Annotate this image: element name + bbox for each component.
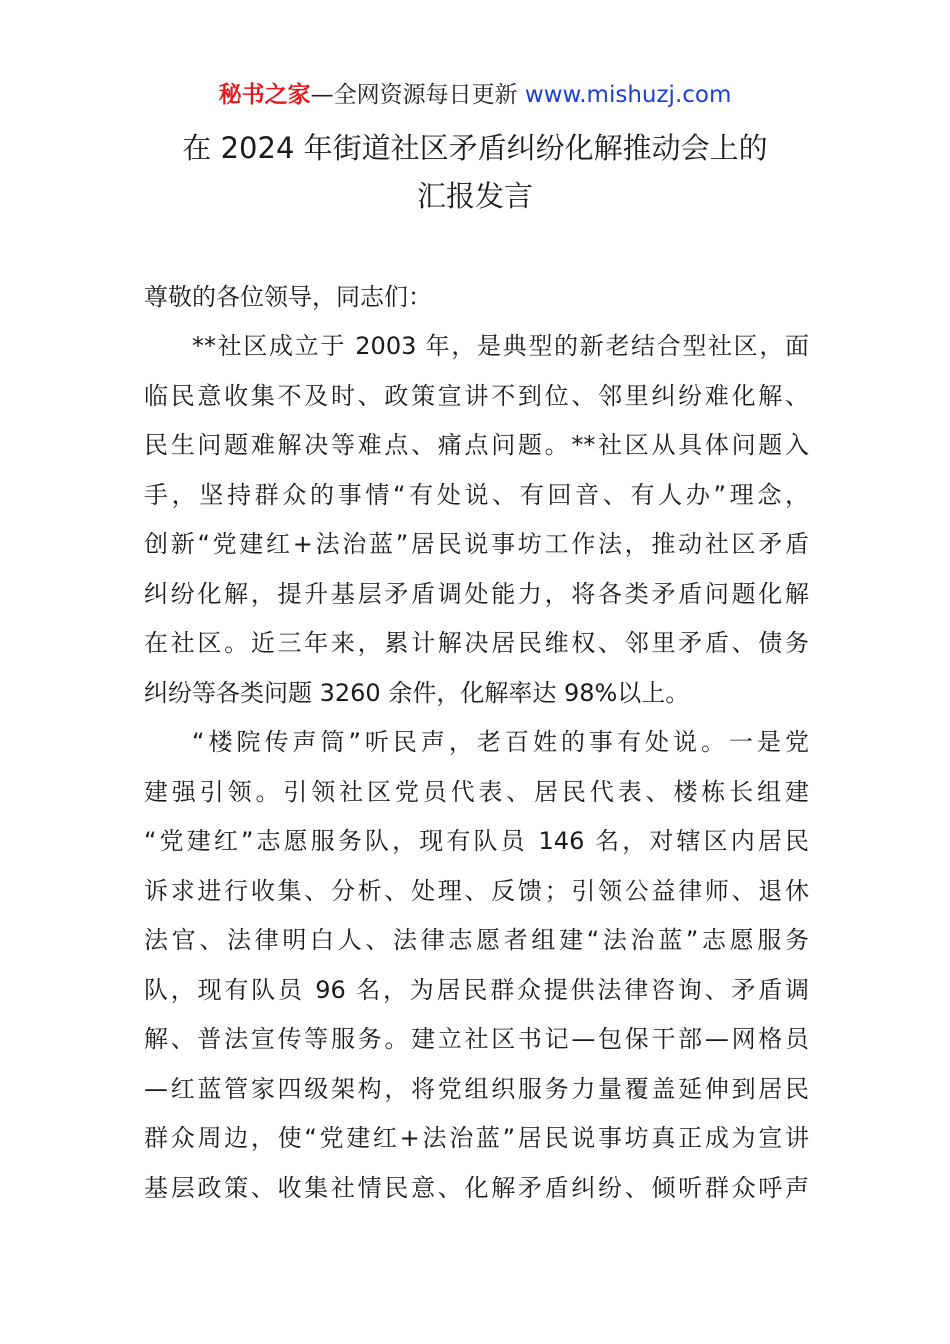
- body-line: 创新“党建红+法治蓝”居民说事坊工作法，推动社区矛盾: [144, 530, 809, 558]
- body-line: 基层政策、收集社情民意、化解矛盾纠纷、倾听群众呼声: [144, 1174, 809, 1202]
- header-tagline: —全网资源每日更新: [310, 82, 525, 108]
- body-line: 建强引领。引领社区党员代表、居民代表、楼栋长组建: [144, 778, 809, 806]
- body-line: 法官、法律明白人、法律志愿者组建“法治蓝”志愿服务: [144, 926, 809, 954]
- body-line: 临民意收集不及时、政策宣讲不到位、邻里纠纷难化解、: [144, 382, 809, 410]
- body-line: “楼院传声筒”听民声，老百姓的事有处说。一是党: [192, 728, 809, 756]
- body-line: 诉求进行收集、分析、处理、反馈；引领公益律师、退休: [144, 877, 809, 905]
- document-title-line-2: 汇报发言: [416, 179, 533, 213]
- site-url-link[interactable]: www.mishuzj.com: [524, 82, 732, 108]
- body-line: 纠纷等各类问题 3260 余件，化解率达 98%以上。: [144, 679, 690, 707]
- body-line: 解、普法宣传等服务。建立社区书记—包保干部—网格员: [144, 1025, 809, 1053]
- salutation: 尊敬的各位领导，同志们：: [144, 283, 432, 311]
- body-line: 在社区。近三年来，累计解决居民维权、邻里矛盾、债务: [144, 629, 809, 657]
- document-title-line-1: 在 2024 年街道社区矛盾纠纷化解推动会上的: [182, 131, 768, 165]
- body-line: 纠纷化解，提升基层矛盾调处能力，将各类矛盾问题化解: [144, 580, 809, 608]
- body-line: 手，坚持群众的事情“有处说、有回音、有人办”理念，: [144, 481, 809, 509]
- site-header: [0, 78, 950, 112]
- body-line: —红蓝管家四级架构，将党组织服务力量覆盖延伸到居民: [144, 1075, 809, 1103]
- body-line: 民生问题难解决等难点、痛点问题。**社区从具体问题入: [144, 431, 809, 459]
- body-line: 队，现有队员 96 名，为居民群众提供法律咨询、矛盾调: [144, 976, 809, 1004]
- body-line: “党建红”志愿服务队，现有队员 146 名，对辖区内居民: [144, 827, 809, 855]
- body-line: **社区成立于 2003 年，是典型的新老结合型社区，面: [192, 332, 809, 360]
- body-line: 群众周边，使“党建红+法治蓝”居民说事坊真正成为宣讲: [144, 1124, 809, 1152]
- brand-name: 秘书之家: [218, 82, 311, 108]
